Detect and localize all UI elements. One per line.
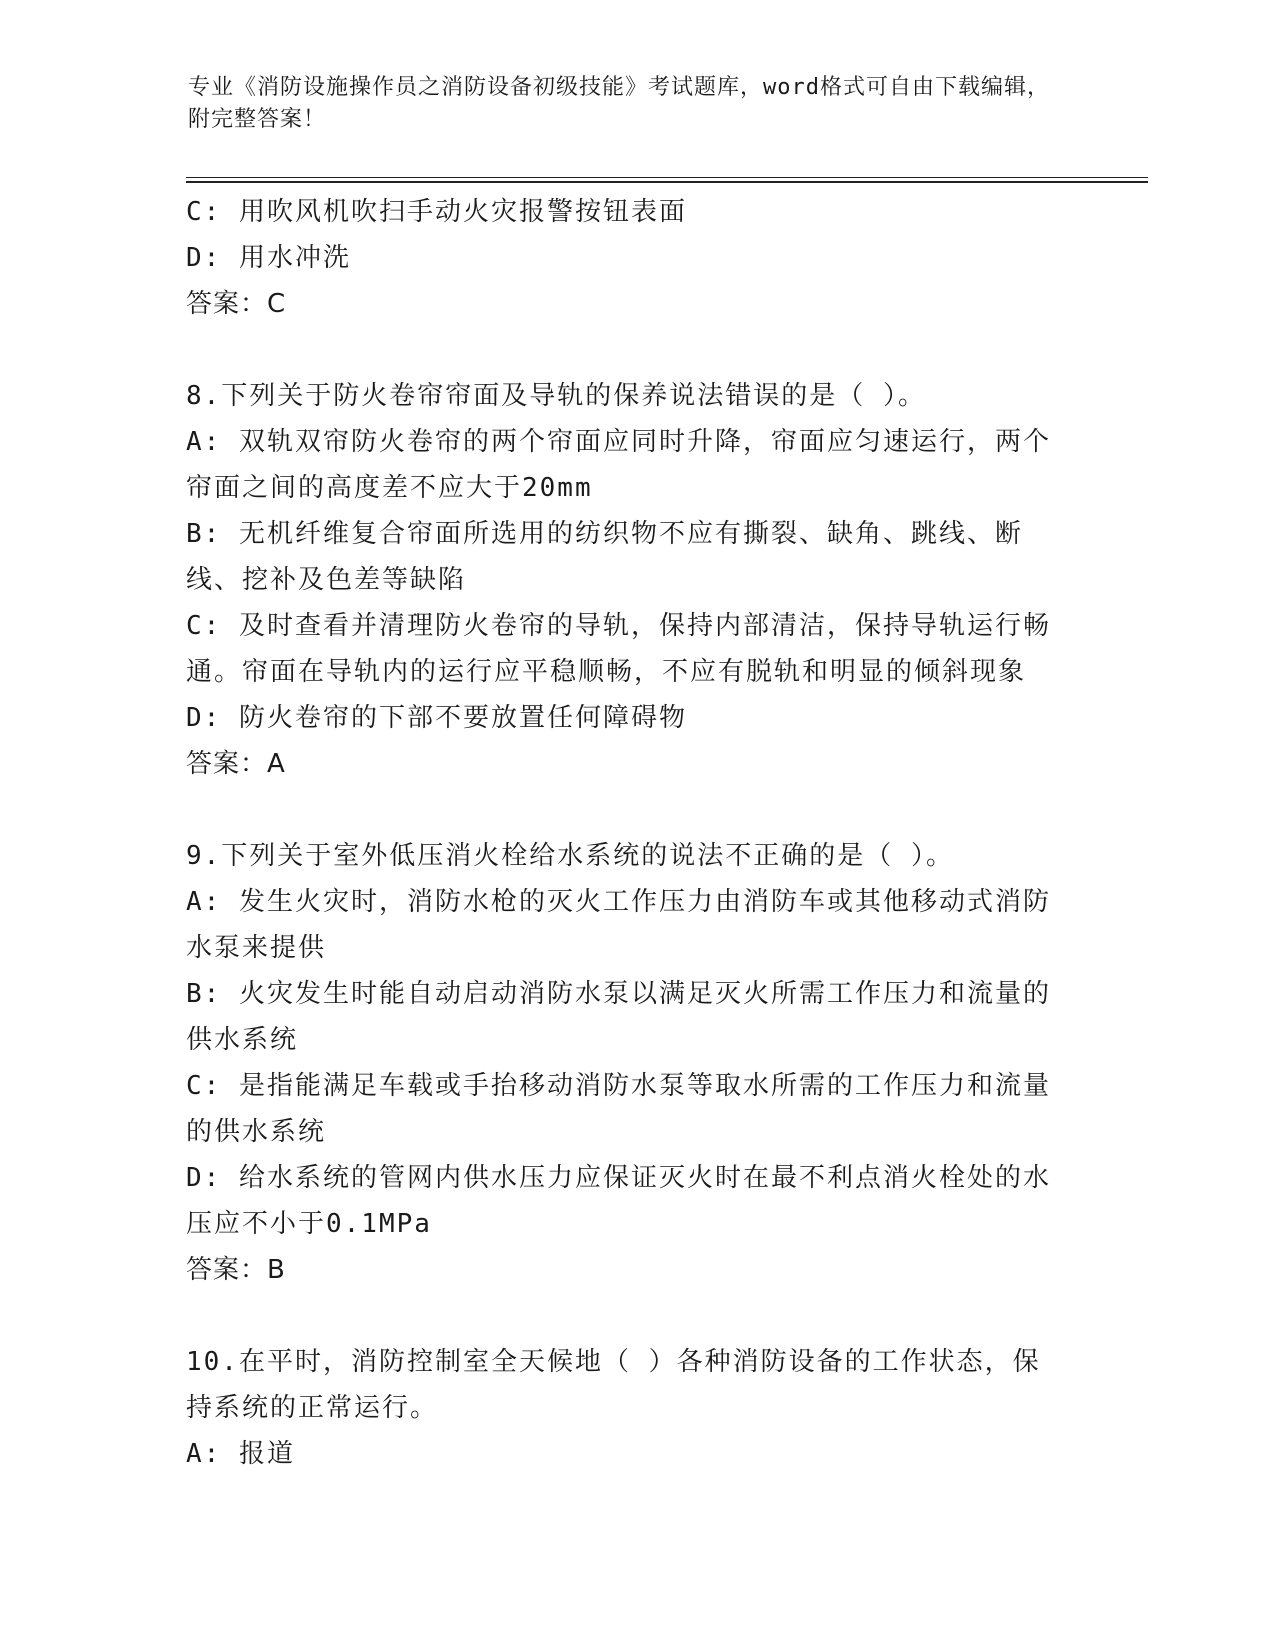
question-8 bbox=[186, 373, 1066, 787]
question-10 bbox=[186, 1339, 1066, 1477]
option-d: D: 防火卷帘的下部不要放置任何障碍物 bbox=[186, 703, 687, 733]
answer: 答案：B bbox=[186, 1255, 286, 1285]
spacer bbox=[186, 787, 1066, 833]
question-7-tail bbox=[186, 189, 1066, 327]
question-9 bbox=[186, 833, 1066, 1293]
option-b: B: 无机纤维复合帘面所选用的纺织物不应有撕裂、缺角、跳线、断线、挖补及色差等缺陷 bbox=[186, 519, 1023, 595]
option-a: A: 发生火灾时，消防水枪的灭火工作压力由消防车或其他移动式消防水泵来提供 bbox=[186, 887, 1051, 963]
answer: 答案：A bbox=[186, 749, 286, 779]
header-divider-thick bbox=[186, 181, 1148, 183]
spacer bbox=[186, 1293, 1066, 1339]
option-b: B: 火灾发生时能自动启动消防水泵以满足灭火所需工作压力和流量的供水系统 bbox=[186, 979, 1051, 1055]
question-stem: 9.下列关于室外低压消火栓给水系统的说法不正确的是（ ）。 bbox=[186, 841, 954, 871]
option-d: D: 给水系统的管网内供水压力应保证灭火时在最不利点消火栓处的水压应不小于0.1MPa bbox=[186, 1163, 1051, 1239]
option-c: C: 及时查看并清理防火卷帘的导轨，保持内部清洁，保持导轨运行畅通。帘面在导轨内的运行应平稳顺畅，不应有脱轨和明显的倾斜现象 bbox=[186, 611, 1051, 687]
page-header: 专业《消防设施操作员之消防设备初级技能》考试题库，word格式可自由下载编辑，附完整答案！ bbox=[188, 75, 1050, 132]
question-stem: 8.下列关于防火卷帘帘面及导轨的保养说法错误的是（ ）。 bbox=[186, 381, 926, 411]
option-c: C: 是指能满足车载或手抬移动消防水泵等取水所需的工作压力和流量的供水系统 bbox=[186, 1071, 1051, 1147]
option-a: A: 双轨双帘防火卷帘的两个帘面应同时升降，帘面应匀速运行，两个帘面之间的高度差不应大于20mm bbox=[186, 427, 1051, 503]
question-list bbox=[186, 189, 1066, 1477]
option-a: A: 报道 bbox=[186, 1439, 295, 1469]
option-d: D: 用水冲洗 bbox=[186, 243, 351, 273]
question-stem: 10.在平时，消防控制室全天候地（ ）各种消防设备的工作状态，保持系统的正常运行。 bbox=[186, 1347, 1041, 1423]
answer: 答案：C bbox=[186, 289, 287, 319]
option-c: C: 用吹风机吹扫手动火灾报警按钮表面 bbox=[186, 197, 687, 227]
spacer bbox=[186, 327, 1066, 373]
header-divider-thin bbox=[186, 177, 1148, 178]
